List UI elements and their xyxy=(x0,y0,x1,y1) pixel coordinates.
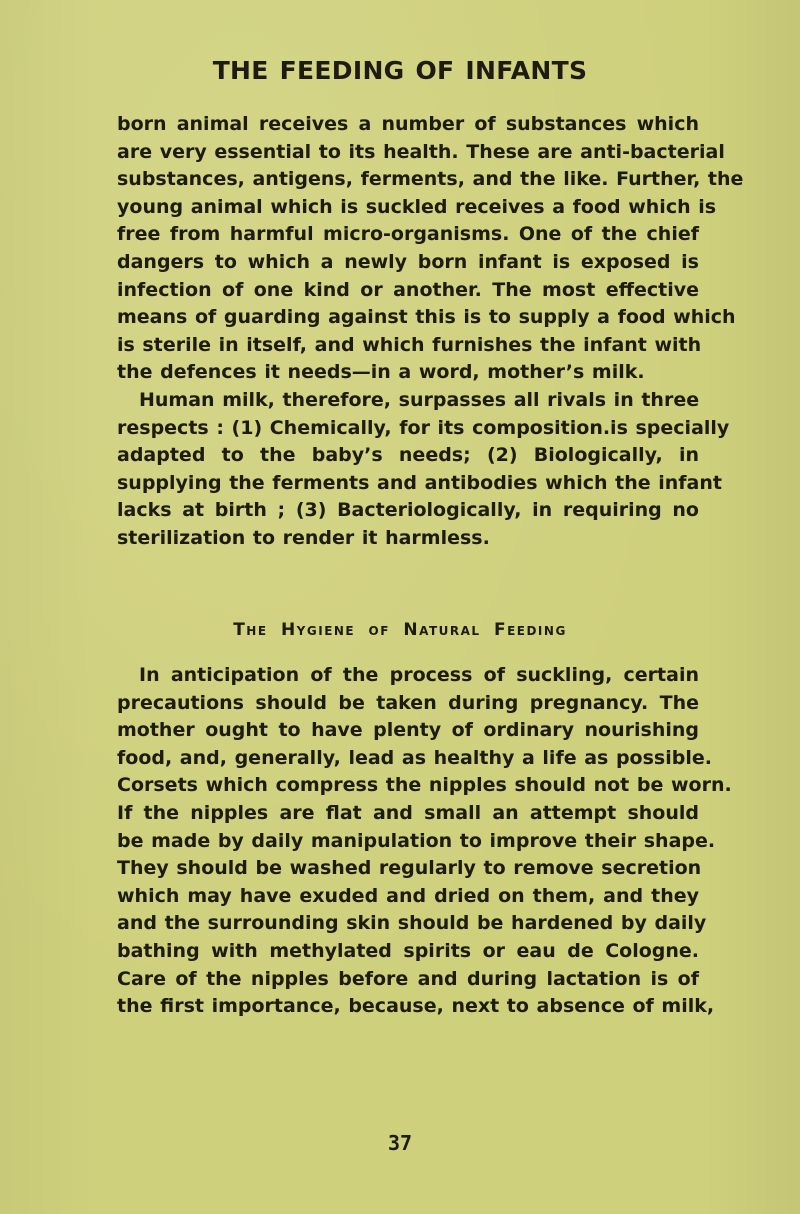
paragraph-2-line: adapted to the baby’s needs; (2) Biologically, in xyxy=(117,444,699,467)
paragraph-1-line: are very essential to its health. These are anti-bacterial xyxy=(117,140,725,163)
paragraph-1-line: is sterile in itself, and which furnishes the infant with xyxy=(117,333,702,356)
paragraph-3-line: precautions should be taken during pregnancy. The xyxy=(117,691,699,714)
paragraph-2-line: lacks at birth ; (3) Bacteriologically, in requiring no xyxy=(117,499,699,522)
paragraph-2-line: sterilization to render it harmless. xyxy=(117,526,490,549)
paragraph-2-line: supplying the ferments and antibodies which the infant xyxy=(117,471,722,494)
paragraph-3-line: food, and, generally, lead as healthy a life as possible. xyxy=(117,746,712,769)
body-text-bottom xyxy=(117,662,732,1021)
paragraph-3-line: In anticipation of the process of suckling, certain xyxy=(139,664,699,686)
paragraph-1-line: substances, antigens, ferments, and the like. Further, the xyxy=(117,168,744,191)
paragraph-3-line: which may have exuded and dried on them, and they xyxy=(117,884,699,907)
paragraph-2-line: respects : (1) Chemically, for its composition.is specially xyxy=(117,416,730,439)
paragraph-3-line: the first importance, because, next to absence of milk, xyxy=(117,995,715,1018)
paragraph-3-line: They should be washed regularly to remove secretion xyxy=(117,857,702,880)
paragraph-1-line: born animal receives a number of substances which xyxy=(117,113,699,135)
paragraph-1-line: dangers to which a newly born infant is exposed is xyxy=(117,250,699,273)
paragraph-3-line: and the surrounding skin should be hardened by daily xyxy=(117,912,707,935)
running-head: THE FEEDING OF INFANTS xyxy=(212,56,588,85)
paragraph-1-line: infection of one kind or another. The most effective xyxy=(117,278,699,301)
paragraph-1-line: free from harmful micro-organisms. One of the chief xyxy=(117,223,699,246)
paragraph-3-line: Corsets which compress the nipples should not be worn. xyxy=(117,774,732,797)
paragraph-3-line: Care of the nipples before and during lactation is of xyxy=(117,967,699,990)
section-heading: The Hygiene of Natural Feeding xyxy=(233,620,567,640)
paragraph-1-line: means of guarding against this is to supply a food which xyxy=(117,306,736,329)
paragraph-3-line: be made by daily manipulation to improve their shape. xyxy=(117,829,716,852)
paragraph-3-line: bathing with methylated spirits or eau de Cologne. xyxy=(117,939,699,962)
page-number: 37 xyxy=(387,1131,413,1155)
paragraph-1-line: young animal which is suckled receives a food which is xyxy=(117,195,717,218)
paragraph-2-line: Human milk, therefore, surpasses all rivals in three xyxy=(139,388,700,411)
body-text-top xyxy=(117,111,744,553)
paragraph-3-line: mother ought to have plenty of ordinary nourishing xyxy=(117,719,699,742)
paragraph-3-line: If the nipples are flat and small an attempt should xyxy=(117,801,699,824)
paragraph-1-line: the defences it needs—in a word, mother’s milk. xyxy=(117,361,645,384)
